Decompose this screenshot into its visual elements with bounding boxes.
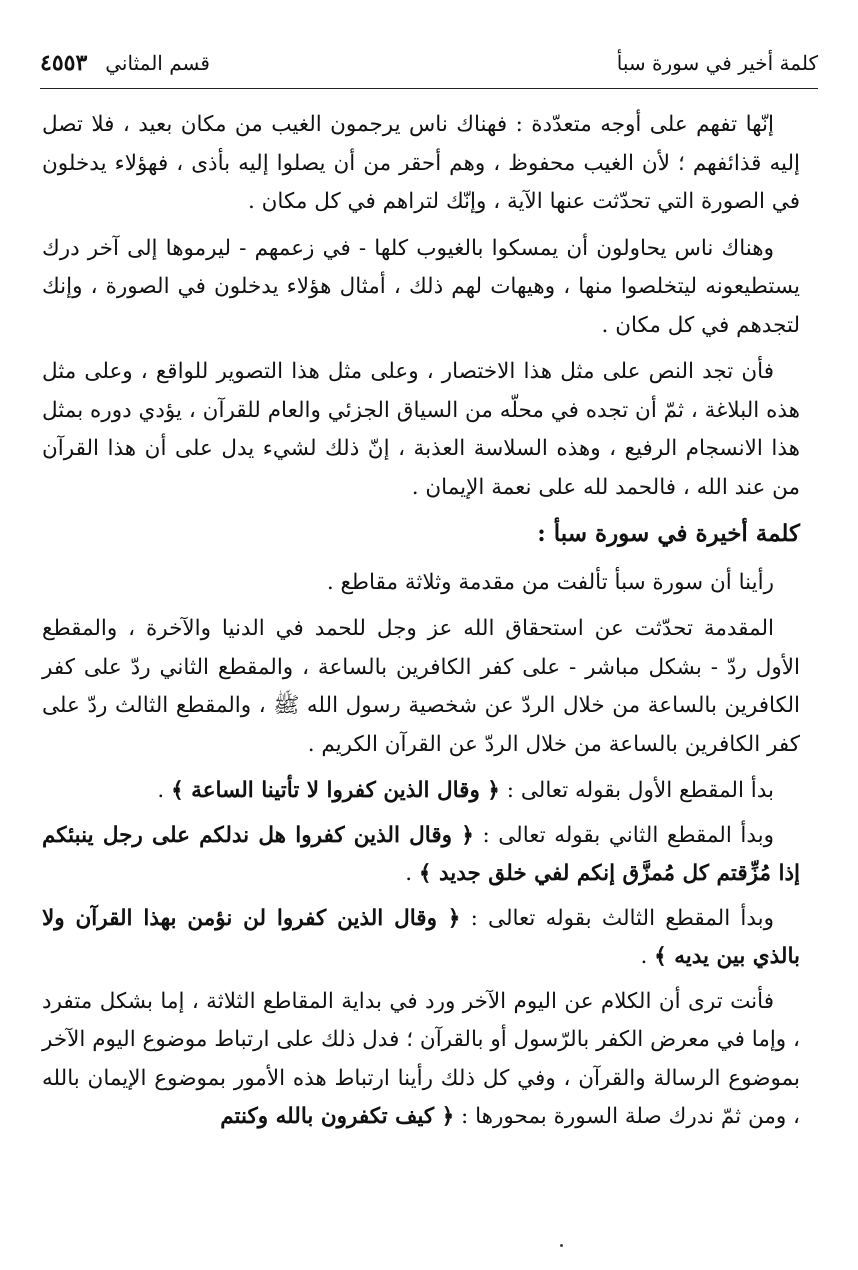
summary-paragraph: المقدمة تحدّثت عن استحقاق الله عز وجل للحمد في الدنيا والآخرة ، والمقطع الأول ردّ - بشكل مباشر - على كفر الكافرين بالساعة ، والمقطع الثاني ردّ على كفر الكافرين بالساعة من خلال الردّ عن شخصية رسول الله ﷺ ، والمقطع الثالث ردّ على كفر الكافرين بالساعة من خلال الردّ عن القرآن الكريم .	[42, 616, 800, 757]
final-text: فأنت ترى أن الكلام عن اليوم الآخر ورد في بداية المقاطع الثلاثة ، إما بشكل متفرد ، وإما في معرض الكفر بالرّسول أو بالقرآن ؛ فدل ذلك على ارتباط موضوع اليوم الآخر بموضوع الرسالة والقرآن ، وفي كل ذلك رأينا ارتباط هذه الأمور بموضوع الإيمان بالله ، ومن ثمّ ندرك صلة السورة بمحورها :	[42, 988, 800, 1129]
header-left-group	[40, 50, 210, 76]
print-speck	[560, 1244, 563, 1247]
intro-paragraph: رأينا أن سورة سبأ تألفت من مقدمة وثلاثة مقاطع .	[326, 569, 774, 595]
section-3-quote: ﴿ وقال الذين كفروا لن نؤمن بهذا القرآن ولا بالذي بين يديه ﴾	[42, 905, 800, 969]
page-header	[40, 42, 818, 84]
section-2-paragraph	[42, 817, 800, 894]
section-2-quote: ﴿ وقال الذين كفروا هل ندلكم على رجل ينبئكم إذا مُزِّقتم كل مُمزَّق إنكم لفي خلق جديد ﴾	[42, 822, 800, 886]
final-quote: ﴿ كيف تكفرون بالله وكنتم	[220, 1104, 455, 1129]
section-2-lead: وبدأ المقطع الثاني بقوله تعالى :	[482, 822, 775, 848]
paragraph-1: إنّها تفهم على أوجه متعدّدة : فهناك ناس يرجمون الغيب من مكان بعيد ، فلا تصل إليه قذائفهم ؛ لأن الغيب محفوظ ، وهم أحقر من أن يصلوا إليه بأذى ، فهؤلاء يدخلون في الصورة التي تحدّثت عنها الآية ، وإنّك لتراهم في كل مكان .	[42, 112, 800, 214]
final-paragraph	[42, 983, 800, 1137]
section-3-end: .	[640, 944, 655, 969]
header-rule	[40, 88, 818, 89]
section-name: قسم المثاني	[105, 51, 210, 75]
section-3-lead: وبدأ المقطع الثالث بقوله تعالى :	[470, 905, 774, 931]
section-1-quote: ﴿ وقال الذين كفروا لا تأتينا الساعة ﴾	[171, 778, 500, 803]
running-title: كلمة أخير في سورة سبأ	[616, 51, 818, 75]
section-3-paragraph	[42, 900, 800, 977]
section-2-end: .	[405, 861, 419, 886]
section-1-lead: بدأ المقطع الأول بقوله تعالى :	[506, 778, 774, 803]
section-1-end: .	[157, 778, 172, 803]
paragraph-2: وهناك ناس يحاولون أن يمسكوا بالغيوب كلها - في زعمهم - ليرموها إلى آخر درك يستطيعونه ليتخلصوا منها ، وهيهات لهم ذلك ، أمثال هؤلاء يدخلون في الصورة ، وإنك لتجدهم في كل مكان .	[42, 235, 800, 338]
page-number: ٤٥٥٣	[40, 50, 88, 76]
page-body	[42, 106, 800, 1145]
paragraph-3: فأن تجد النص على مثل هذا الاختصار ، وعلى مثل هذا التصوير للواقع ، وعلى مثل هذه البلاغة ، ثمّ أن تجده في محلّه من السياق الجزئي والعام للقرآن ، يؤدي دوره بمثل هذا الانسجام الرفيع ، وهذه السلاسة العذبة ، إنّ ذلك لشيء يدل على أن هذا القرآن من عند الله ، فالحمد لله على نعمة الإيمان .	[42, 359, 800, 500]
section-1-paragraph	[42, 772, 800, 811]
section-heading: كلمة أخيرة في سورة سبأ :	[537, 520, 800, 547]
